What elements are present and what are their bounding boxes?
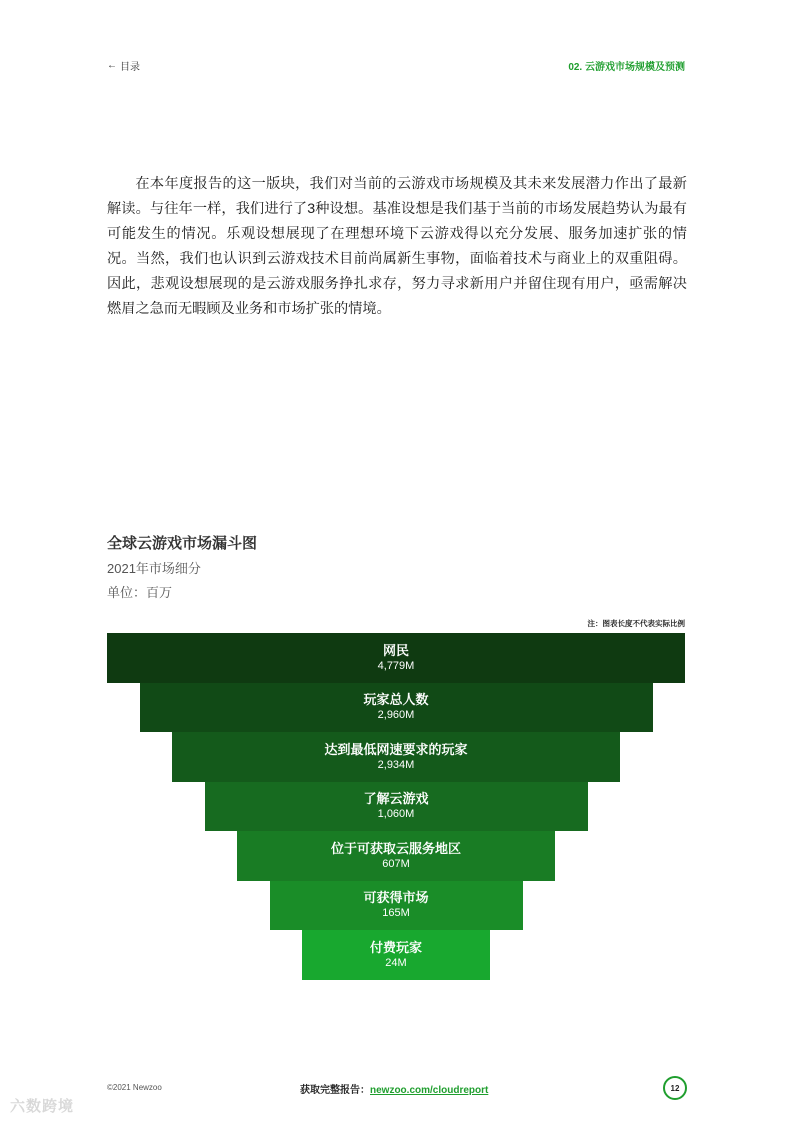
chart-note: 注：图表长度不代表实际比例 bbox=[587, 619, 685, 628]
funnel-bar-label: 了解云游戏 bbox=[363, 791, 429, 807]
funnel-bar-value: 4,779M bbox=[377, 659, 415, 672]
report-prefix: 获取完整报告： bbox=[300, 1085, 370, 1096]
funnel-bar-label: 可获得市场 bbox=[363, 890, 429, 906]
funnel-bar-label: 付费玩家 bbox=[369, 939, 422, 955]
watermark-logo: 六数跨境 bbox=[10, 1098, 75, 1115]
funnel-bar bbox=[270, 881, 523, 931]
report-cta bbox=[300, 1081, 488, 1096]
funnel-bar-label: 达到最低网速要求的玩家 bbox=[324, 741, 468, 757]
page-number: 12 bbox=[663, 1076, 687, 1100]
report-link[interactable]: newzoo.com/cloudreport bbox=[370, 1085, 489, 1096]
intro-paragraph: 在本年度报告的这一版块，我们对当前的云游戏市场规模及其未来发展潜力作出了最新解读。与往年一样，我们进行了3种设想。基准设想是我们基于当前的市场发展趋势认为最有可能发生的情况。乐观设想展现了在理想环境下云游戏得以充分发展、服务加速扩张的情况。当然，我们也认识到云游戏技术目前尚属新生事物，面临着技术与商业上的双重阻碍。因此，悲观设想展现的是云游戏服务挣扎求存，努力寻求新用户并留住现有用户，亟需解决燃眉之急而无暇顾及业务和市场扩张的情境。 bbox=[107, 176, 687, 317]
funnel-bar-value: 2,960M bbox=[377, 709, 415, 722]
copyright: ©2021 Newzoo bbox=[107, 1083, 162, 1092]
funnel-bar-value: 607M bbox=[382, 857, 410, 870]
funnel-bar bbox=[140, 683, 653, 733]
funnel-bar bbox=[302, 930, 490, 980]
funnel-bar-value: 24M bbox=[385, 956, 407, 969]
funnel-bar-value: 165M bbox=[382, 907, 410, 920]
funnel-bar-value: 2,934M bbox=[377, 758, 415, 771]
arrow-left-icon: ← bbox=[107, 60, 117, 71]
funnel-bar bbox=[237, 831, 555, 881]
chart-unit: 单位：百万 bbox=[107, 585, 173, 600]
funnel-bar-label: 网民 bbox=[382, 642, 409, 658]
funnel-bar bbox=[107, 633, 685, 683]
funnel-bar-label: 位于可获取云服务地区 bbox=[330, 840, 461, 856]
toc-back-link[interactable] bbox=[107, 58, 140, 73]
funnel-bar-value: 1,060M bbox=[377, 808, 415, 821]
funnel-bar bbox=[205, 782, 588, 832]
funnel-bar bbox=[172, 732, 620, 782]
funnel-bar-label: 玩家总人数 bbox=[363, 692, 429, 708]
toc-back-label: 目录 bbox=[120, 62, 140, 73]
chart-subtitle: 2021年市场细分 bbox=[107, 561, 201, 576]
section-label: 02. 云游戏市场规模及预测 bbox=[568, 62, 685, 73]
chart-title: 全球云游戏市场漏斗图 bbox=[107, 535, 258, 552]
